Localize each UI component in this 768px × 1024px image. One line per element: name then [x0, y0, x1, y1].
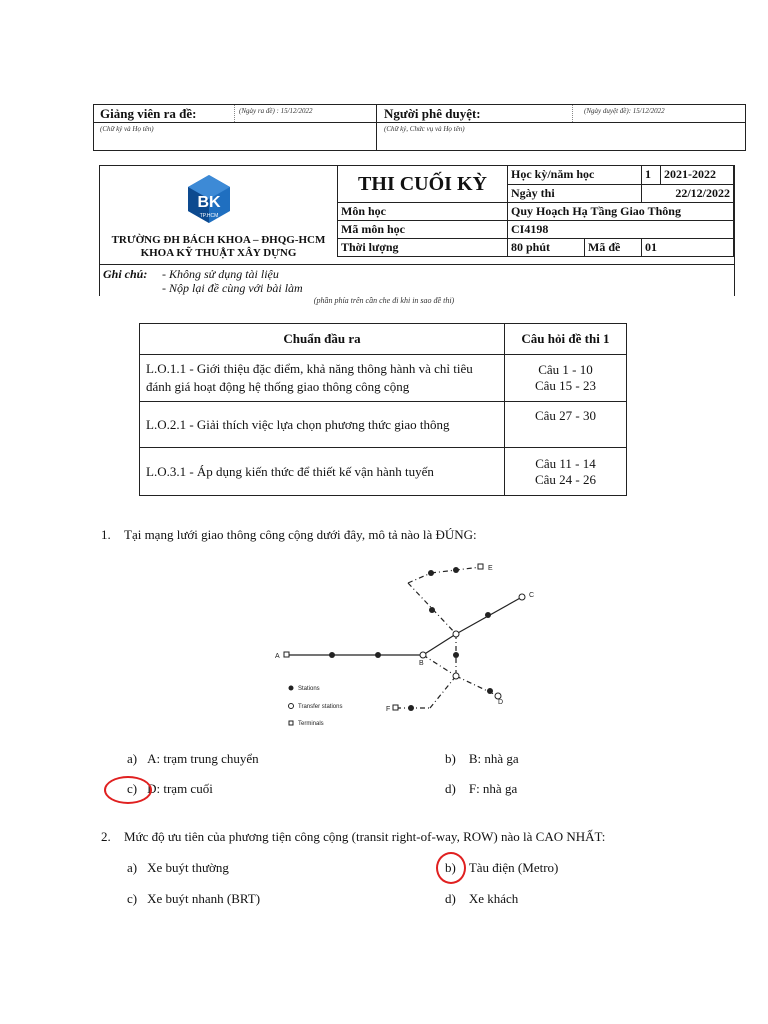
exam-info-table [337, 165, 734, 257]
q1-option-a[interactable]: a) A: trạm trung chuyển [127, 751, 259, 766]
svg-text:Stations: Stations [298, 686, 320, 692]
subject-value: Quy Hoạch Hạ Tầng Giao Thông [508, 203, 734, 221]
q1-option-c[interactable]: c) D: trạm cuối [127, 781, 213, 796]
notes-line1: - Không sử dụng tài liệu [162, 267, 279, 281]
svg-text:F: F [386, 706, 391, 713]
q2-option-a[interactable]: a) Xe buýt thường [127, 860, 229, 875]
svg-text:C: C [529, 592, 535, 599]
date-value: 22/12/2022 [642, 184, 734, 203]
exam-header [99, 165, 735, 296]
svg-text:Terminals: Terminals [298, 721, 324, 727]
question-1 [101, 527, 477, 543]
question-1-number: 1. [101, 527, 111, 542]
date-label: Ngày thi [508, 184, 642, 203]
year-value: 2021-2022 [661, 166, 734, 185]
svg-text:BK: BK [197, 194, 221, 211]
answer-mark-circle [436, 852, 466, 884]
approver-date: (Ngày duyệt đề): 15/12/2022 [584, 107, 665, 115]
question-1-text: Tại mạng lưới giao thông công cộng dưới đây, mô tả nào là ĐÚNG: [124, 527, 477, 542]
subject-label: Môn học [338, 203, 508, 221]
question-2-number: 2. [101, 829, 111, 844]
q2-option-c[interactable]: c) Xe buýt nhanh (BRT) [127, 891, 261, 906]
approver-sign: (Chữ ký, Chức vụ và Họ tên) [384, 125, 465, 133]
outcome-3-questions: Câu 11 - 14 Câu 24 - 26 [505, 448, 627, 496]
outcomes-col2-header: Câu hỏi đề thi 1 [505, 324, 627, 355]
answer-mark-circle [104, 776, 152, 804]
svg-text:A: A [275, 653, 280, 660]
q1-option-d[interactable]: d) F: nhà ga [445, 781, 518, 796]
school-name [100, 234, 337, 260]
semester-label: Học kỳ/năm học [508, 166, 642, 185]
outcome-1-questions: Câu 1 - 10 Câu 15 - 23 [505, 355, 627, 402]
version-value: 01 [642, 239, 734, 257]
notes [100, 264, 734, 297]
logo [186, 173, 232, 231]
svg-text:D: D [498, 699, 504, 706]
q2-option-b[interactable]: b) Tàu điện (Metro) [445, 860, 559, 875]
school-line1: TRƯỜNG ĐH BÁCH KHOA – ĐHQG-HCM [111, 234, 326, 246]
exam-title: THI CUỐI KỲ [338, 166, 508, 203]
svg-text:B: B [419, 660, 424, 667]
code-value: CI4198 [508, 221, 734, 239]
lecturer-date: (Ngày ra đề) : 15/12/2022 [239, 107, 313, 115]
outcomes-table [139, 323, 627, 496]
outcomes-col1-header: Chuẩn đầu ra [140, 324, 505, 355]
q1-option-b[interactable]: b) B: nhà ga [445, 751, 519, 766]
transit-network-diagram [270, 560, 550, 735]
outcome-3-text: L.O.3.1 - Áp dụng kiến thức để thiết kế vận hành tuyến [140, 448, 505, 496]
svg-text:E: E [488, 565, 493, 572]
approver-label: Người phê duyệt: [384, 106, 481, 121]
lecturer-sign: (Chữ ký và Họ tên) [100, 125, 154, 133]
svg-text:TP.HCM: TP.HCM [199, 213, 219, 219]
svg-text:Transfer stations: Transfer stations [298, 704, 343, 710]
semester-value: 1 [642, 166, 661, 185]
code-label: Mã môn học [338, 221, 508, 239]
outcome-2-questions: Câu 27 - 30 [505, 402, 627, 448]
duration-value: 80 phút [508, 239, 585, 257]
notes-line2: - Nộp lại đề cùng với bài làm [162, 281, 303, 295]
version-label: Mã đề [585, 239, 642, 257]
outcome-1-text: L.O.1.1 - Giới thiệu đặc điểm, khả năng thông hành và chỉ tiêu đánh giá hoạt động hệ thống giao thông công cộng [140, 355, 505, 402]
approval-box [93, 104, 746, 151]
q2-option-d[interactable]: d) Xe khách [445, 891, 519, 906]
lecturer-label: Giảng viên ra đề: [100, 106, 197, 121]
bk-logo-icon [186, 173, 232, 231]
school-line2: KHOA KỸ THUẬT XÂY DỰNG [140, 247, 297, 259]
question-2 [101, 829, 605, 845]
question-2-text: Mức độ ưu tiên của phương tiện công cộng (transit right-of-way, ROW) nào là CAO NHẤT: [124, 829, 606, 844]
duration-label: Thời lượng [338, 239, 508, 257]
notes-label: Ghi chú: [103, 267, 148, 281]
outcome-2-text: L.O.2.1 - Giải thích việc lựa chọn phương thức giao thông [140, 402, 505, 448]
hide-note: (phần phía trên cần che đi khi in sao đề thi) [313, 296, 455, 305]
